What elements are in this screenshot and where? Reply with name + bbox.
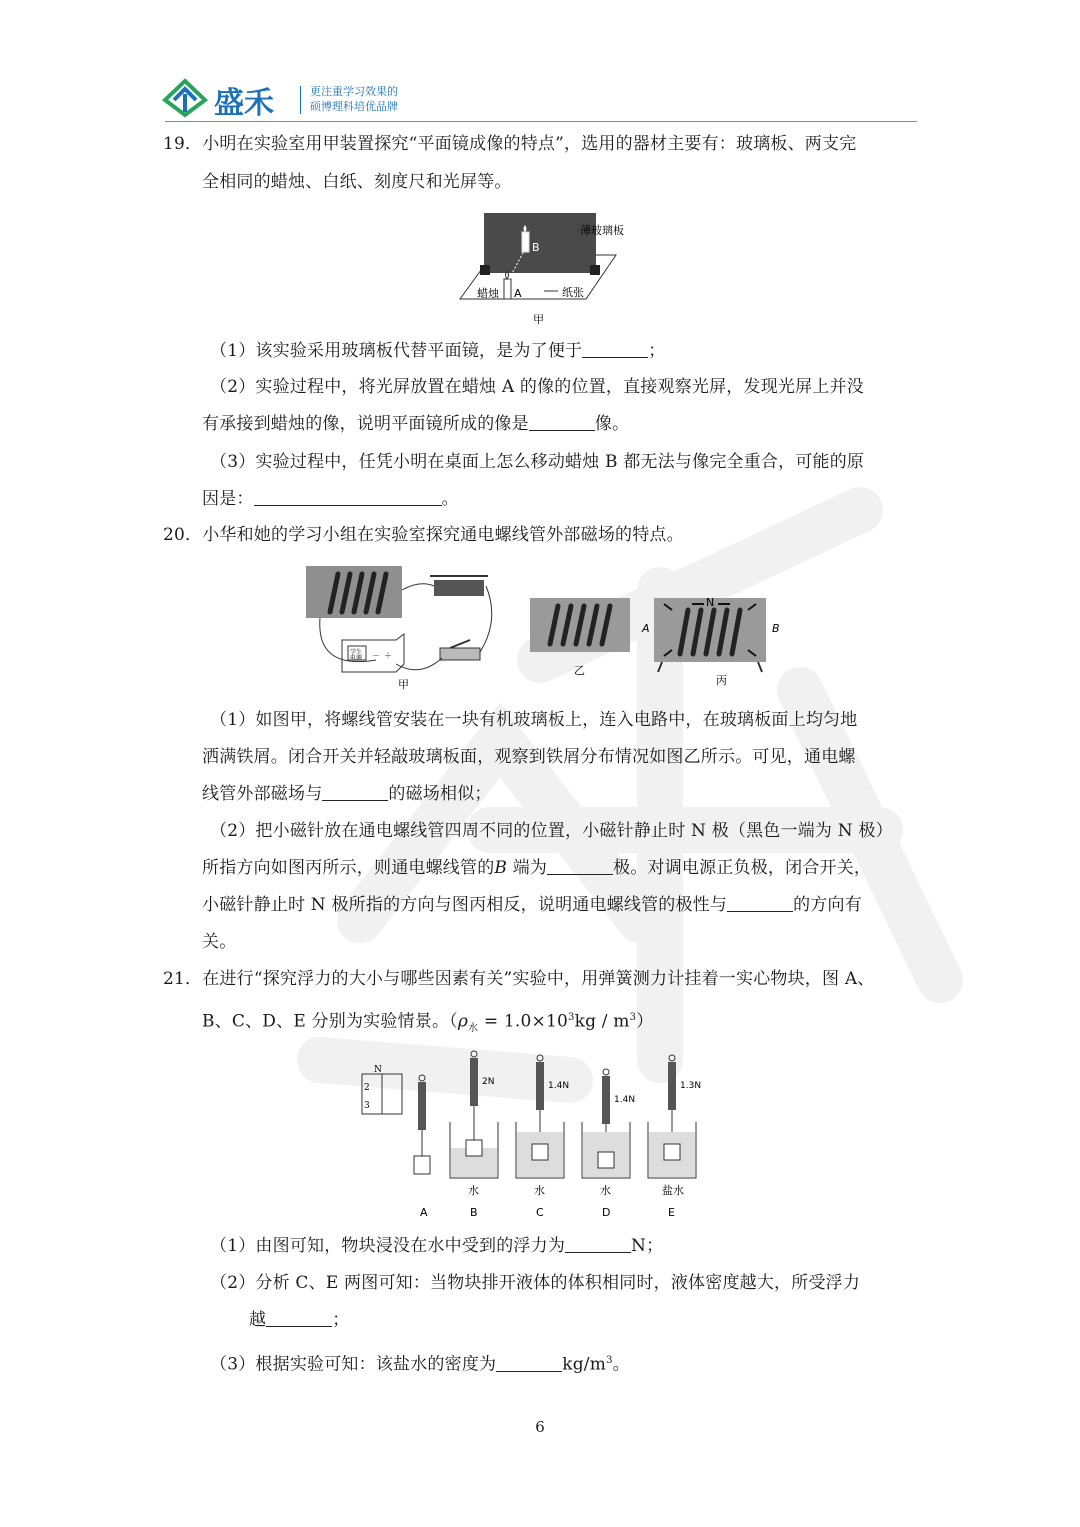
q20-part1-line-3: 线管外部磁场与 的磁场相似； <box>202 784 492 804</box>
q19-part2-line-2: 有承接到蜡烛的像，说明平面镜所成的像是 像。 <box>202 414 630 434</box>
spring-scale-a-icon <box>414 1075 430 1174</box>
label-e: E <box>668 1206 675 1219</box>
end-b: B <box>772 622 780 635</box>
q20-part2-line-4: 关。 <box>202 932 237 952</box>
scale-a-detail <box>362 1065 402 1114</box>
q19-stem-line-2: 全相同的蜡烛、白纸、刻度尺和光屏等。 <box>202 172 512 192</box>
power-label-2: 电源 <box>350 655 363 662</box>
power-plus: ＋ <box>384 651 392 660</box>
q21-stem-line-2: B、C、D、E 分别为实验情景。$(\rho_水 = 1.0\times 10^3kg / m^3)$ <box>202 1011 654 1035</box>
q19-part3-line-1: （3）实验过程中，任凭小明在桌面上怎么移动蜡烛 B 都无法与像完全重合，可能的原 <box>210 452 865 472</box>
end-a: A <box>642 622 650 635</box>
caption-bing: 丙 <box>716 674 727 687</box>
header-rule <box>165 121 917 122</box>
label-candle: 蜡烛 <box>477 287 499 300</box>
power-minus: － <box>372 651 380 660</box>
answer-blank[interactable] <box>266 1310 332 1327</box>
label-a: A <box>420 1206 428 1219</box>
q21-part2-line-1: （2）分析 C、E 两图可知：当物块排开液体的体积相同时，液体密度越大，所受浮力 <box>210 1273 861 1293</box>
q20-part1-line-1: （1）如图甲，将螺线管安装在一块有机玻璃板上，连入电路中，在玻璃板面上均匀地 <box>210 710 858 730</box>
q21-part3: （3）根据实验可知：该盐水的密度为 $kg/m^3$。 <box>210 1354 630 1375</box>
q19-part2-line-1: （2）实验过程中，将光屏放置在蜡烛 A 的像的位置，直接观察光屏，发现光屏上并没 <box>210 377 864 397</box>
caption-yi: 乙 <box>574 664 585 677</box>
tick-3: 3 <box>364 1101 370 1111</box>
reading-d: 1.4N <box>614 1095 636 1105</box>
caption-jia: 甲 <box>533 313 544 326</box>
q20-part1-line-2: 洒满铁屑。闭合开关并轻敲玻璃板面，观察到铁屑分布情况如图乙所示。可见，通电螺 <box>202 747 856 767</box>
q21-part1: （1）由图可知，物块浸没在水中受到的浮力为 N； <box>210 1236 664 1256</box>
label-b: B <box>532 241 540 254</box>
label-paper: 纸张 <box>562 286 584 299</box>
answer-blank[interactable] <box>322 784 388 801</box>
answer-blank[interactable] <box>529 414 595 431</box>
brand-name: 盛禾 <box>214 86 274 121</box>
liquid-e: 盐水 <box>662 1184 684 1197</box>
switch-icon <box>440 640 480 660</box>
q21-figure-buoyancy <box>350 1048 720 1220</box>
candle-a-icon <box>504 271 511 299</box>
q21-part2-line-2: 越 ； <box>249 1310 350 1330</box>
answer-blank[interactable] <box>496 1355 562 1372</box>
solenoid-board-jia <box>306 566 402 618</box>
header-divider <box>300 86 301 114</box>
q19-part3-line-2: 因是： 。 <box>202 489 459 509</box>
glass-plate <box>480 213 600 275</box>
solenoid-board-bing <box>654 598 766 672</box>
q20-part2-line-1: （2）把小磁针放在通电螺线管四周不同的位置，小磁针静止时 N 极（黑色一端为 N 极） <box>210 821 893 841</box>
page-number: 6 <box>535 1418 545 1436</box>
spring-scale-c-icon <box>516 1055 564 1178</box>
slogan-line-1: 更注重学习效果的 <box>310 85 398 98</box>
caption-jia: 甲 <box>398 678 409 690</box>
answer-blank[interactable] <box>565 1236 631 1253</box>
q19-stem-line-1: 19．小明在实验室用甲装置探究“平面镜成像的特点”，选用的器材主要有：玻璃板、两支完 <box>163 134 857 154</box>
reading-c: 1.4N <box>548 1081 570 1091</box>
label-glass: 薄玻璃板 <box>580 224 624 237</box>
liquid-c: 水 <box>534 1184 545 1197</box>
spring-scale-d-icon <box>582 1069 630 1178</box>
liquid-d: 水 <box>600 1184 611 1197</box>
power-label-1: 学生 <box>350 649 363 656</box>
answer-blank[interactable] <box>727 895 793 912</box>
q21-stem-line-1: 21．在进行“探究浮力的大小与哪些因素有关”实验中，用弹簧测力计挂着一实心物块，图 A、 <box>163 969 875 989</box>
scale-unit: N <box>374 1065 382 1075</box>
solenoid-board-yi <box>530 598 630 652</box>
spring-scale-e-icon <box>648 1055 696 1178</box>
power-supply-icon <box>342 634 404 672</box>
label-a: A <box>514 287 522 300</box>
answer-blank[interactable] <box>547 858 613 875</box>
answer-blank[interactable] <box>254 489 442 506</box>
answer-blank[interactable] <box>582 341 648 358</box>
q19-figure-mirror-setup <box>440 205 640 329</box>
q20-figure-solenoid <box>300 560 780 690</box>
spring-scale-b-icon <box>450 1051 498 1178</box>
reading-b: 2N <box>482 1077 495 1087</box>
liquid-b: 水 <box>468 1184 479 1197</box>
label-b: B <box>470 1206 478 1219</box>
q20-stem: 20．小华和她的学习小组在实验室探究通电螺线管外部磁场的特点。 <box>163 525 684 545</box>
slogan-line-2: 硕博理科培优品牌 <box>310 100 398 113</box>
q20-part2-line-3: 小磁针静止时 N 极所指的方向与图丙相反，说明通电螺线管的极性与 的方向有 <box>202 895 862 915</box>
label-c: C <box>536 1206 544 1219</box>
pole-n: N <box>706 596 715 609</box>
brand-logo-icon <box>162 78 208 118</box>
header <box>160 76 920 122</box>
reading-e: 1.3N <box>680 1081 702 1091</box>
q19-part1: （1）该实验采用玻璃板代替平面镜，是为了便于 ； <box>210 341 666 361</box>
q20-part2-line-2: 所指方向如图丙所示，则通电螺线管的B 端为 极。对调电源正负极，闭合开关， <box>202 858 872 878</box>
label-d: D <box>602 1206 611 1219</box>
rheostat-icon <box>430 576 488 596</box>
tick-2: 2 <box>364 1083 370 1093</box>
